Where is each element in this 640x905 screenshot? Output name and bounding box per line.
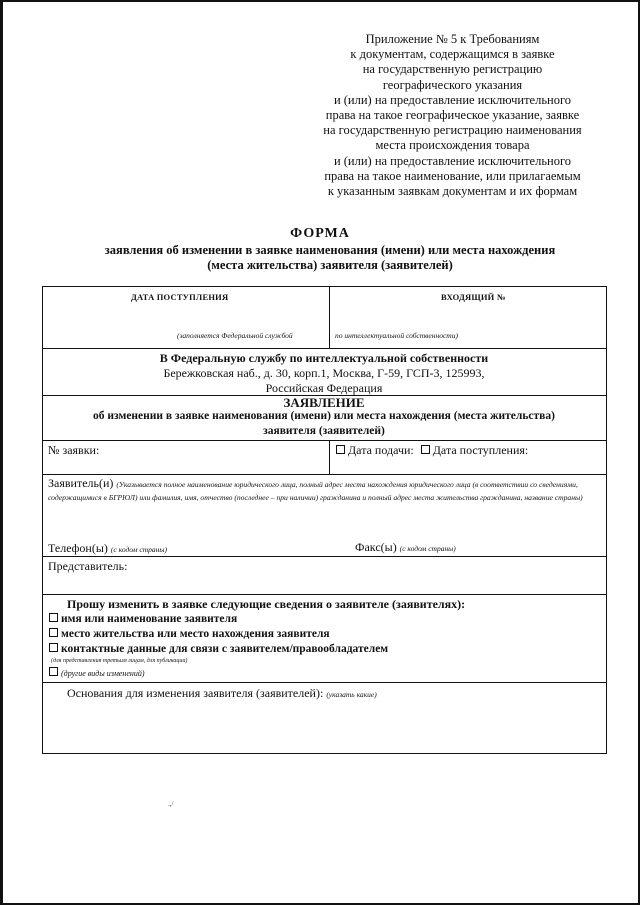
option-name — [49, 613, 237, 625]
option-residence — [49, 628, 330, 640]
divider-vertical — [329, 440, 330, 474]
appendix-line: права на такое географическое указание, заявке — [325, 108, 580, 123]
fill-note-left: (заполняется Федеральной службой — [177, 331, 293, 340]
appendix-header — [300, 32, 605, 199]
option-contacts-checkbox[interactable] — [49, 643, 58, 652]
divider — [43, 556, 606, 557]
divider — [43, 440, 606, 441]
date-received-label: ДАТА ПОСТУПЛЕНИЯ — [131, 292, 229, 302]
application-number-label: № заявки: — [48, 443, 100, 457]
grounds-note: (указать какие) — [326, 690, 377, 699]
form-title: ФОРМА — [290, 226, 350, 241]
appendix-line: Приложение № 5 к Требованиям — [365, 32, 540, 46]
addressee: В Федеральную службу по интеллектуальной собственности — [159, 351, 489, 365]
fill-note-right: по интеллектуальной собственности) — [335, 331, 458, 340]
form-subtitle — [60, 243, 600, 273]
receipt-date-checkbox[interactable] — [421, 445, 430, 454]
form-subtitle-line-2: (места жительства) заявителя (заявителей) — [207, 258, 453, 272]
fax-field — [355, 540, 456, 555]
divider-vertical — [329, 287, 330, 348]
appendix-line: на государственную регистрацию наименования — [323, 123, 582, 138]
appendix-line: и (или) на предоставление исключительного — [333, 153, 572, 168]
appendix-line: к документам, содержащимся в заявке — [350, 47, 555, 62]
grounds-field — [67, 686, 377, 701]
filing-date-checkbox[interactable] — [336, 445, 345, 454]
appendix-line: и (или) на предоставление исключительного — [333, 92, 572, 107]
contacts-note: (для представления третьим лицам, для публикации) — [51, 658, 188, 664]
incoming-number-label: ВХОДЯЩИЙ № — [441, 292, 506, 302]
dates-field — [336, 443, 528, 458]
option-name-label: имя или наименование заявителя — [61, 613, 238, 625]
phone-field — [48, 541, 167, 556]
option-other-label: (другие виды изменений) — [61, 669, 145, 678]
option-contacts-label: контактные данные для связи с заявителем/правообладателем — [61, 643, 389, 655]
appendix-line: на государственную регистрацию — [362, 62, 543, 77]
country: Российская Федерация — [265, 381, 383, 395]
divider — [43, 474, 606, 475]
scan-artifact: .,/ — [168, 800, 174, 808]
applicant-label: Заявитель(и) — [48, 476, 114, 490]
filing-date-label: Дата подачи: — [348, 443, 414, 457]
representative-label: Представитель: — [48, 559, 128, 573]
applicant-field — [48, 477, 600, 503]
form-subtitle-line-1: заявления об изменении в заявке наименования (имени) или места нахождения — [104, 243, 556, 257]
receipt-date-label: Дата поступления: — [432, 443, 529, 457]
address: Бережковская наб., д. 30, корп.1, Москва, Г-59, ГСП-3, 125993, — [163, 366, 485, 380]
divider — [43, 348, 606, 349]
appendix-line: географического указания — [382, 77, 523, 92]
statement-subtitle-1: об изменении в заявке наименования (имени) или места нахождения (места жительства) — [93, 410, 555, 422]
option-other — [49, 667, 145, 678]
page-border-left — [0, 0, 3, 905]
divider — [43, 682, 606, 683]
phone-note: (с кодом страны) — [110, 545, 167, 554]
appendix-line: к указанным заявкам документам и их формам — [327, 184, 578, 199]
fax-label: Факс(ы) — [355, 540, 397, 554]
applicant-note: (Указывается полное наименование юридического лица, полный адрес места нахождения юридического лица (в соответствии со сведениями, содержащимися в БГРЮЛ) или фамилия, имя, отчество (последнее – при наличии) гражданина и полный адрес места жительства гражданина, название страны) — [48, 480, 583, 502]
option-name-checkbox[interactable] — [49, 613, 58, 622]
grounds-label: Основания для изменения заявителя (заявителей): — [67, 686, 324, 700]
application-form-box — [42, 286, 607, 754]
divider — [43, 594, 606, 595]
option-contacts — [49, 643, 388, 655]
option-residence-checkbox[interactable] — [49, 628, 58, 637]
appendix-line: права на такое наименование, или прилагаемым — [324, 168, 581, 183]
option-other-checkbox[interactable] — [49, 667, 58, 676]
statement-title: ЗАЯВЛЕНИЕ — [283, 395, 365, 410]
statement-subtitle-2: заявителя (заявителей) — [263, 425, 385, 437]
option-residence-label: место жительства или место нахождения заявителя — [61, 628, 330, 640]
phone-label: Телефон(ы) — [48, 541, 108, 555]
page-border-top — [0, 0, 640, 2]
request-heading: Прошу изменить в заявке следующие сведения о заявителе (заявителях): — [67, 597, 466, 611]
fax-note: (с кодом страны) — [399, 544, 456, 553]
appendix-line: места происхождения товара — [375, 138, 530, 153]
